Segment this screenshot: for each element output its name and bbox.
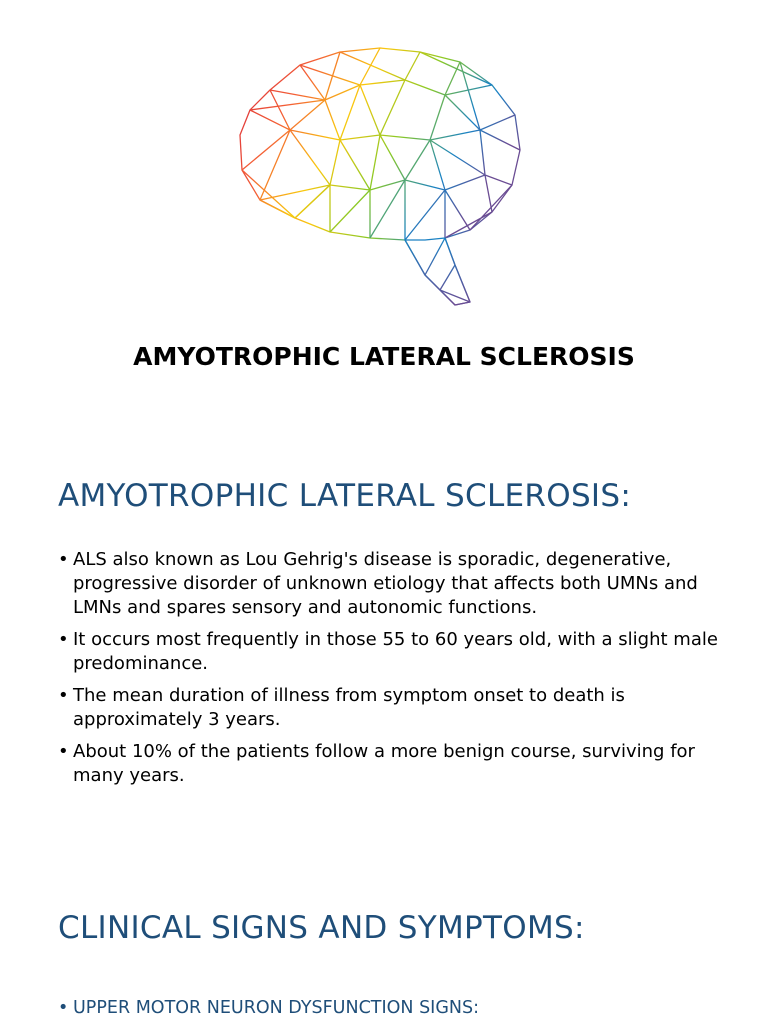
clinical-bullet-list <box>58 996 718 1028</box>
bullet-item: • ALS also known as Lou Gehrig's disease is sporadic, degenerative, progressive disorder of unknown etiology that affects both UMNs and LMNs and spares sensory and autonomic functions. <box>58 549 698 618</box>
bullet-dot-icon: • <box>58 741 69 762</box>
overview-slide <box>0 430 768 860</box>
brain-icon <box>230 40 530 315</box>
overview-bullet-list <box>58 548 718 796</box>
bullet-item: • UPPER MOTOR NEURON DYSFUNCTION SIGNS: <box>58 998 480 1018</box>
cover-slide <box>0 0 768 430</box>
clinical-slide <box>0 860 768 1024</box>
bullet-dot-icon: • <box>58 629 69 650</box>
clinical-heading: CLINICAL SIGNS AND SYMPTOMS: <box>58 910 585 946</box>
bullet-item: • About 10% of the patients follow a more benign course, surviving for many years. <box>58 741 695 786</box>
bullet-item: • It occurs most frequently in those 55 to 60 years old, with a slight male predominance. <box>58 629 718 674</box>
cover-title: AMYOTROPHIC LATERAL SCLEROSIS <box>133 342 635 371</box>
bullet-dot-icon: • <box>58 998 69 1018</box>
bullet-dot-icon: • <box>58 685 69 706</box>
bullet-dot-icon: • <box>58 549 69 570</box>
bullet-item: • The mean duration of illness from symptom onset to death is approximately 3 years. <box>58 685 625 730</box>
brain-illustration <box>230 40 530 315</box>
overview-heading: AMYOTROPHIC LATERAL SCLEROSIS: <box>58 478 632 514</box>
